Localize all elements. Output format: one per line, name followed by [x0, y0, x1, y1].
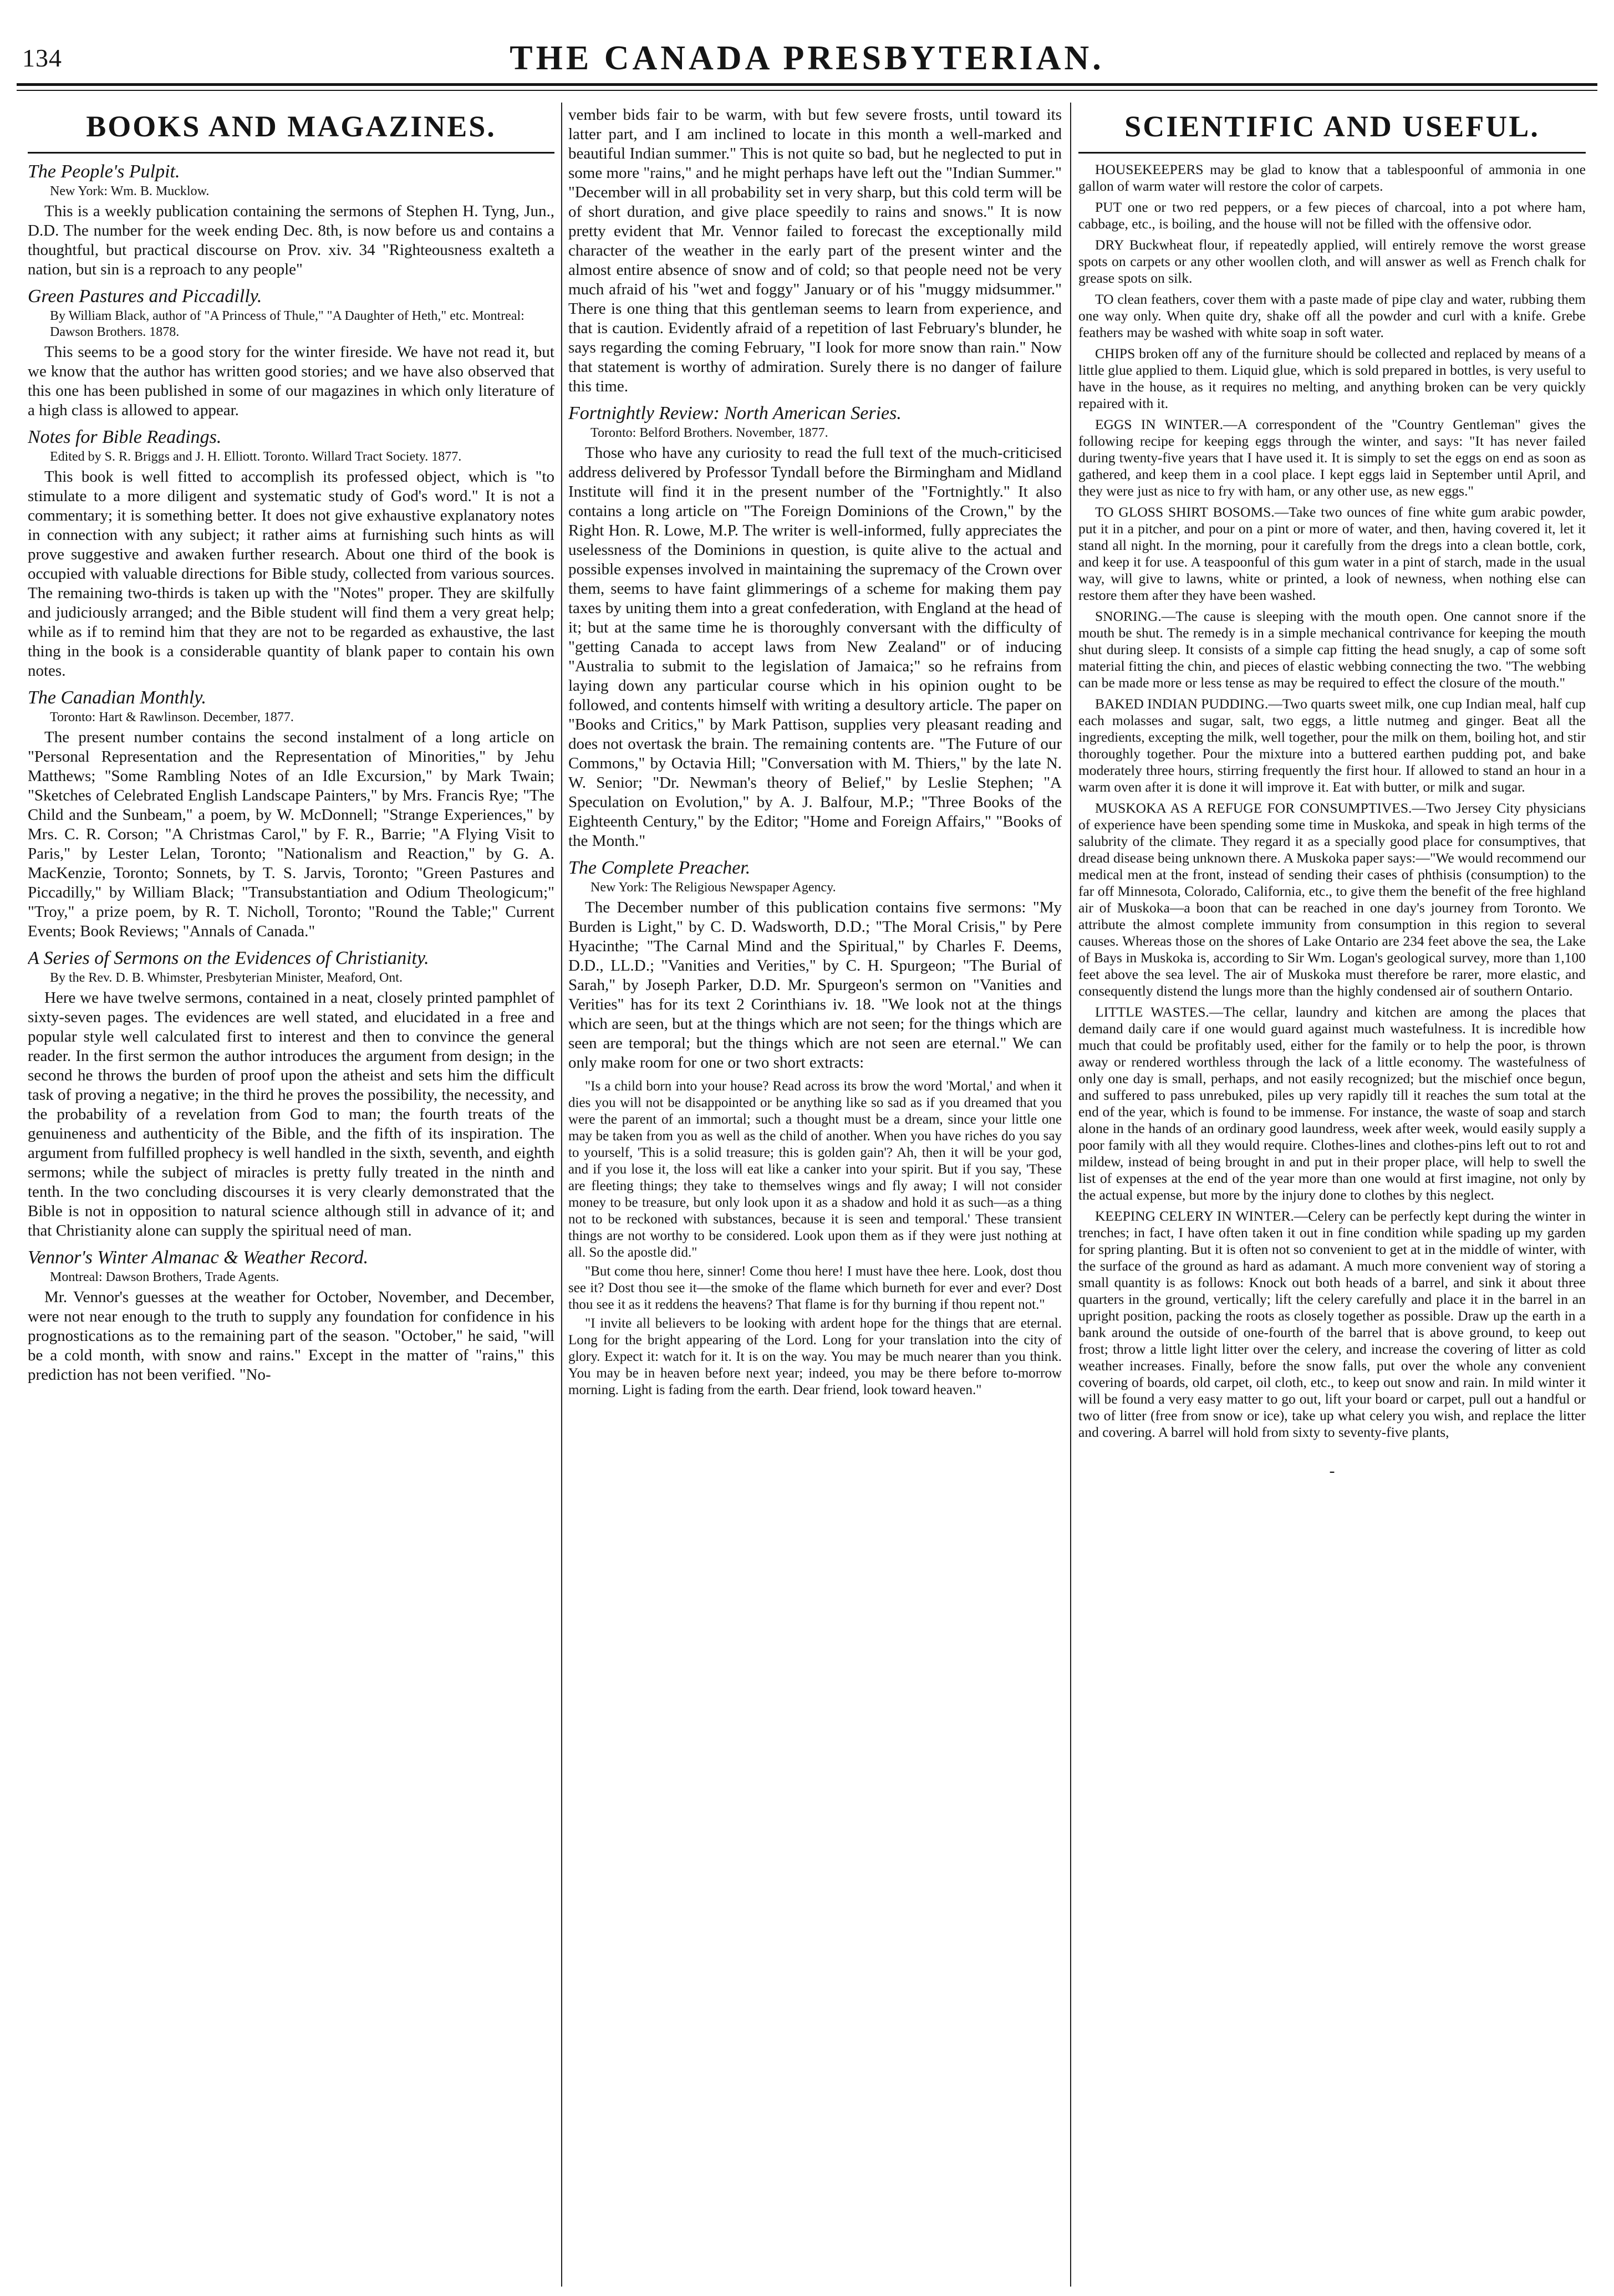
review-imprint: Montreal: Dawson Brothers, Trade Agents. — [50, 1270, 279, 1284]
sermon-extracts — [568, 1078, 1062, 1399]
review-body: The present number contains the second instalment of a long article on "Personal Representation and the Representation of Minorities," by Jehu Matthews; "Some Rambling Notes of an Idle Excursion," by Mark Twain; "Sketches of Celebrated English Landscape Painters," by Mrs. Francis Rye; "The Child and the Sunbeam," a poem, by W. McDonnell; "Strange Experiences," by Mrs. C. R. Corson; "A Christmas Carol," by F. R., Barrie; "A Flying Visit to Paris," by Lester Lelan, Toronto; "Nationalism and Reaction," by G. A. MacKenzie, Toronto; Sonnets, by T. S. Jarvis, Toronto; "Green Pastures and Piccadilly," by William Black; "Transubstantiation and Odium Theologicum;" "Troy," a prize poem, by R. T. Nicholl, Toronto; "Round the Table;" Current Events; Book Reviews; "Annals of Canada." — [28, 728, 554, 940]
item-paragraph: EGGS IN WINTER.—A correspondent of the "Country Gentleman" gives the following recipe for keeping eggs through the winter, and says: "It has never failed during twenty-five years that I have used it. It is simply to set the eggs on end as soon as gathered, and keep them in a cool place. I kept eggs laid in September until April, and they were just as nice to fry with ham, or any other use, as new eggs." — [1078, 416, 1586, 499]
continued-paragraph: vember bids fair to be warm, with but few severe frosts, until toward its latter part, and I am inclined to locate in this month a well-marked and beautiful Indian summer." This is not quite so bad, but he neglected to put in some more "rains," and he might perhaps have left out the "Indian Summer." "December will in all probability set in very sharp, but this cold term will be of short duration, and give place speedily to rains and snows." It is now pretty evident that Mr. Vennor failed to forecast the exceptionally mild character of the weather in the early part of the present winter and the almost entire absence of snow and of cold; so that people need not be very much afraid of his "wet and foggy" January or of his "muggy midsummer." There is one thing that this gentleman seems to learn from experience, and that is caution. Evidently afraid of a repetition of last February's blunder, he says regarding the coming February, "I look for more snow than rain." Now that statement is worthy of admiration. Surely there is no danger of failure this time. — [568, 106, 1062, 395]
review-body: This is a weekly publication containing the sermons of Stephen H. Tyng, Jun., D.D. The number for the week ending Dec. 8th, is now before us and contains a thoughtful, but practical discourse on Prov. xiv. 34 "Righteousness exalteth a nation, but sin is a reproach to any people" — [28, 202, 554, 278]
section-rule — [28, 152, 554, 154]
extract-paragraph: "Is a child born into your house? Read across its brow the word 'Mortal,' and when it dies you will not be disappointed or be anything like so sad as if you dreamed that you were the parent of an immortal; such a thought must be a dream, since your little one may be taken from you as well as the child of another. When you have riches do you say to yourself, 'This is a solid treasure; this is golden gain'? Ah, then it will be your god, and if you lose it, the loss will eat like a canker into your spirit. But if you say, 'These are fleeting things; they take to themselves wings and fly away; I will not consider money to be treasure, but only look upon it as a shadow and hold it as such—as a thing not to be reckoned with substances, because it is seen and temporal.' These transient things are not worthy to be considered. Look upon them as if they were just nothing at all. So the apostle did." — [568, 1079, 1062, 1260]
page-number: 134 — [22, 44, 62, 72]
review-title: The People's Pulpit. — [28, 161, 180, 182]
review-body: This seems to be a good story for the winter fireside. We have not read it, but we know that the author has written good stories; and we have also observed that this one has been published in some of our magazines in which only literature of a high class is allowed to appear. — [28, 343, 554, 419]
masthead-title: THE CANADA PRESBYTERIAN. — [510, 39, 1104, 77]
extract-paragraph: "But come thou here, sinner! Come thou here! I must have thee here. Look, dost thou see it? Dost thou see it—the smoke of the flame which burneth for ever and ever? Dost thou see it as it reddens the heavens? That flame is for thy burning if thou repent not." — [568, 1264, 1062, 1312]
item-paragraph: PUT one or two red peppers, or a few pieces of charcoal, into a pot where ham, cabbage, etc., is boiling, and the house will not be filled with the offensive odor. — [1078, 199, 1586, 232]
column-middle — [568, 105, 1062, 2284]
end-mark: - — [1329, 1462, 1335, 1480]
review-title: Fortnightly Review: North American Series. — [568, 403, 902, 424]
item-paragraph: MUSKOKA AS A REFUGE FOR CONSUMPTIVES.—Two Jersey City physicians of experience have been spending some time in Muskoka, and speak in high terms of the salubrity of the climate. They regard it as a specially good place for consumptives, that dread disease being unknown there. A Muskoka paper says:—"We would recommend our medical men at the front, instead of sending their cases of phthisis (consumption) to the far off Minnesota, Colorado, California, etc., to give them the benefit of the free highland air of Muskoka—a boon that can be reached in one day's journey from Toronto. We attribute the almost complete immunity from consumption in this region to several causes. Whereas those on the shores of Lake Ontario are 234 feet above the sea, the Lake of Bays in Muskoka is, according to Sir Wm. Logan's geological survey, more than 1,100 feet above the sea level. The air of Muskoka must therefore be rarer, more elastic, and consequently distend the lungs more than the highly condensed air of southern Ontario. — [1078, 800, 1586, 999]
item-paragraph: CHIPS broken off any of the furniture should be collected and replaced by means of a little glue applied to them. Liquid glue, which is sold prepared in bottles, is very useful to have in the house, as it requires no melting, and anything broken can be very quickly repaired with it. — [1078, 345, 1586, 411]
review-title: Notes for Bible Readings. — [28, 427, 222, 447]
review-body: The December number of this publication contains five sermons: "My Burden is Light," by C. D. Wadsworth, D.D.; "The Moral Crisis," by Pere Hyacinthe; "The Carnal Mind and the Spiritual," by Charles F. Deems, D.D., LL.D.; "Vanities and Verities," by C. H. Spurgeon; "The Burial of Sarah," by Joseph Parker, D.D. Mr. Spurgeon's sermon on "Vanities and Verities" has for its text 2 Corinthians iv. 18. "We look not at the things which are seen, but at the things which are not seen; for the things which are seen are temporal; but the things which are not seen are eternal." We can only make room for one or two short extracts: — [568, 899, 1062, 1072]
review-imprint: Toronto: Belford Brothers. November, 1877. — [590, 426, 828, 440]
section-heading-scientific: SCIENTIFIC AND USEFUL. — [1124, 110, 1540, 143]
review-title: Vennor's Winter Almanac & Weather Record. — [28, 1247, 369, 1268]
review-green-pastures — [28, 286, 554, 420]
review-complete-preacher — [568, 858, 1062, 1399]
review-body: Those who have any curiosity to read the full text of the much-criticised address delivered by Professor Tyndall before the Birmingham and Midland Institute will find it in the present number of the "Fortnightly." It also contains a long article on "The Foreign Dominions of the Crown," by the Right Hon. R. Lowe, M.P. The writer is well-informed, fully appreciates the uselessness of the Dominions in question, is quite alive to the actual and possible expenses involved in maintaining the supremacy of the Crown over them, seems to have faint glimmerings of a scheme for making them pay taxes by uniting them into a great confederation, with England at the head of it; but at the same time he is thoroughly conversant with the difficulty of "getting Canada to accept laws from New Zealand" or of inducing "Australia to submit to the legislation of Jamaica;" so he refrains from laying down any particular course which in his opinion ought to be followed, and contents himself with writing a desultory article. The paper on "Books and Critics," by Mark Pattison, supplies very pleasant reading and does not overtask the brain. The remaining contents are. "The Future of our Commons," by Octavia Hill; "Conversation with M. Thiers," by the late N. W. Senior; "Dr. Newman's theory of Belief," by Leslie Stephen; "A Speculation on Evolution," by A. J. Balfour, M.P.; "Three Books of the Eighteenth Century," by the Editor; "Home and Foreign Affairs," "Books of the Month." — [568, 444, 1062, 850]
section-heading-books: BOOKS AND MAGAZINES. — [86, 110, 496, 143]
item-paragraph: TO GLOSS SHIRT BOSOMS.—Take two ounces of fine white gum arabic powder, put it in a pitcher, and pour on a pint or more of water, and then, having covered it, let it stand all night. In the morning, pour it carefully from the dregs into a clean bottle, cork, and keep it for use. A teaspoonful of this gum water in a pint of starch, made in the usual way, will give to lawns, white or printed, a look of newness, when nothing else can restore them after they have been washed. — [1078, 504, 1586, 603]
item-paragraph: SNORING.—The cause is sleeping with the mouth open. One cannot snore if the mouth be shut. The remedy is in a simple mechanical contrivance for keeping the mouth shut during sleep. It consists of a simple cap fitting the head snugly, a cap of some soft material fitting the chin, and pieces of elastic webbing connecting the two. "The webbing can be made more or less tense as may be required to effect the closure of the mouth." — [1078, 608, 1586, 691]
column-books-and-magazines — [28, 105, 554, 2284]
review-imprint: Toronto: Hart & Rawlinson. December, 1877. — [50, 710, 294, 724]
item-paragraph: TO clean feathers, cover them with a paste made of pipe clay and water, rubbing them one way only. When quite dry, shake off all the powder and curl with a knife. Grebe feathers may be washed with white soap in soft water. — [1078, 291, 1586, 340]
review-title: The Canadian Monthly. — [28, 687, 207, 708]
extract-paragraph: "I invite all believers to be looking with ardent hope for the things that are eternal. Long for the bright appearing of the Lord. Long for your translation into the city of glory. Expect it: watch for it. It is on the way. You may be much nearer than you think. You may be in heaven before next year; indeed, you may be there before to-morrow morning. Light is fading from the earth. Dear friend, look toward heaven." — [568, 1316, 1062, 1397]
review-vennors-almanac — [28, 1247, 554, 1385]
review-imprint: New York: The Religious Newspaper Agency. — [590, 880, 836, 895]
item-paragraph: LITTLE WASTES.—The cellar, laundry and kitchen are among the places that demand daily care if one would guard against much wastefulness. It is incredible how much that could be profitably used, either for the family or to help the poor, is thrown away or rendered worthless through the lack of a little economy. The wastefulness of only one day is small, perhaps, and not easily recognized; but the mischief once begun, and suffered to pass unrebuked, piles up very rapidly till it reaches the sum total at the end of the year, which is found to be immense. For instance, the waste of soap and starch alone in the hands of an ordinary good laundress, week after week, would easily supply a poor family with all they would require. Clothes-lines and clothes-pins left out to rot and mildew, instead of being brought in and put in their proper place, will help to swell the list of expenses at the end of the year more than one would at first imagine, not only by the actual expense, but more by the injury done to clothes by this neglect. — [1078, 1004, 1586, 1203]
review-body: Mr. Vennor's guesses at the weather for October, November, and December, were not near enough to the truth to supply any foundation for confidence in his prognostications as to the remaining part of the season. "October," he said, "will be a cold month, with snow and rains." Except in the matter of "rains," this prediction has not been verified. "No- — [28, 1288, 554, 1384]
review-canadian-monthly — [28, 687, 554, 941]
item-paragraph: DRY Buckwheat flour, if repeatedly applied, will entirely remove the worst grease spots on carpets or any other woollen cloth, and will answer as well as French chalk for grease spots on silk. — [1078, 237, 1586, 286]
item-paragraph: BAKED INDIAN PUDDING.—Two quarts sweet milk, one cup Indian meal, half cup each molasses and sugar, salt, two eggs, a little nutmeg and ginger. Beat all the ingredients, excepting the milk, well together, pour the milk on them, boiling hot, and stir thoroughly together. Pour the mixture into a buttered earthen pudding pot, and bake moderately three hours, stirring frequently the first hour. If allowed to stand an hour in a warm oven after it is done it will improve it. Eat with butter, or milk and sugar. — [1078, 696, 1586, 795]
header-rule-thin — [17, 90, 1597, 91]
review-imprint: New York: Wm. B. Mucklow. — [50, 184, 210, 198]
review-title: Green Pastures and Piccadilly. — [28, 286, 262, 307]
review-imprint: Edited by S. R. Briggs and J. H. Elliott. Toronto. Willard Tract Society. 1877. — [50, 450, 462, 464]
review-body: Here we have twelve sermons, contained in a neat, closely printed pamphlet of sixty-seven pages. The evidences are well stated, and elucidated in a free and popular style well calculated first to interest and then to convince the general reader. In the first sermon the author introduces the argument from design; in the second he throws the burden of proof upon the atheist and sets him the difficult task of proving a negative; in the third he proves the possibility, the necessity, and the probability of a revelation from God to man; the fourth treats of the genuineness and authenticity of the Bible, and the fifth of its inspiration. The argument from fulfilled prophecy is well handled in the sixth, seventh, and eighth sermons; while the subject of miracles is pretty fully treated in the ninth and tenth. In the two concluding discourses it is very clearly demonstrated that the Bible is not in opposition to natural science although still in advance of it; and that Christianity alone can supply the spiritual need of man. — [28, 989, 554, 1239]
review-title: The Complete Preacher. — [568, 858, 751, 878]
item-paragraph: KEEPING CELERY IN WINTER.—Celery can be perfectly kept during the winter in trenches; in fact, I have often taken it out in fine condition while spading up my garden for spring planting. But it is often not so convenient to get at in the middle of winter, with the surface of the ground as hard as adamant. A much more convenient way of storing a small quantity is as follows: Knock out both heads of a barrel, and sink it about three quarters in the ground, vertically; lift the celery carefully and place it in the barrel in an upright position, packing the roots as closely together as possible. Draw up the earth in a bank around the outside of one-fourth of the barrel that is above ground, to keep out frost; throw a little light litter over the celery, and increase the covering of litter as cold weather increases. Finally, before the snow falls, put over the whole any convenient covering of boards, old carpet, oil cloth, etc., to keep out snow and rain. In mild winter it will be found a very easy matter to go out, lift your board or carpet, pull out a handful or two of litter (free from snow or ice), take up what celery you wish, and replace the litter and covering. A barrel will hold from sixty to seventy-five plants, — [1078, 1208, 1586, 1440]
section-rule — [1078, 152, 1586, 154]
review-fortnightly — [568, 403, 1062, 851]
column-scientific-and-useful — [1078, 105, 1586, 2284]
review-peoples-pulpit — [28, 161, 554, 279]
item-paragraph: HOUSEKEEPERS may be glad to know that a tablespoonful of ammonia in one gallon of warm water will restore the color of carpets. — [1078, 161, 1586, 194]
review-body: This book is well fitted to accomplish its professed object, which is "to stimulate to a more diligent and systematic study of God's word." It is not a commentary; it is something better. It does not give exhaustive explanatory notes in connection with any subject; it rather aims at furnishing such hints as will prove suggestive and awaken further research. About one third of the book is occupied with valuable directions for Bible study, collected from various sources. The remaining two-thirds is taken up with the "Notes" proper. They are skilfully and judiciously arranged; and the Bible student will find them a very great help; while as if to remind him that they are not to be regarded as exhaustive, the last thing in the book is a considerable quantity of blank paper to contain his own notes. — [28, 468, 554, 680]
review-sermons-evidences — [28, 948, 554, 1241]
column-divider — [561, 103, 562, 2287]
column-divider — [1070, 103, 1071, 2287]
review-title: A Series of Sermons on the Evidences of Christianity. — [28, 948, 429, 968]
review-imprint: By William Black, author of "A Princess of Thule," "A Daughter of Heth," etc. Montreal: Dawson Brothers. 1878. — [50, 309, 525, 339]
review-notes-bible-readings — [28, 427, 554, 681]
header-rule — [17, 83, 1597, 86]
review-imprint: By the Rev. D. B. Whimster, Presbyterian Minister, Meaford, Ont. — [50, 971, 403, 985]
